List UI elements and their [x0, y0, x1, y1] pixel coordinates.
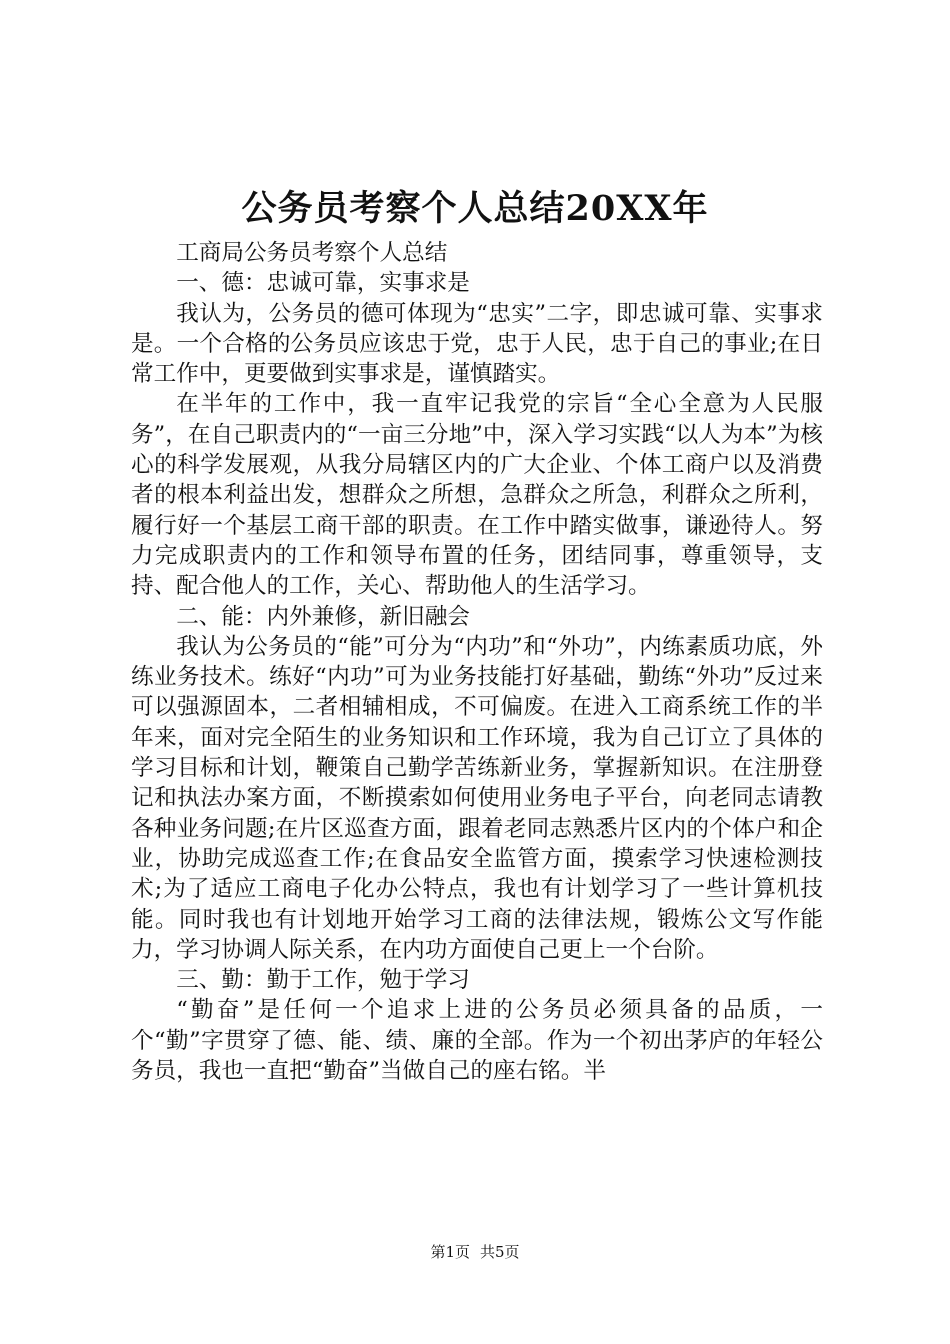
paragraph: 在半年的工作中，我一直牢记我党的宗旨“全心全意为人民服务”，在自己职责内的“一亩三分地”中，深入学习实践“以人为本”为核心的科学发展观，从我分局辖区内的广大企业、个体工商户以及消费者的根本利益出发，想群众之所想，急群众之所急，利群众之所利，履行好一个基层工商干部的职责。在工作中踏实做事，谦逊待人。努力完成职责内的工作和领导布置的任务，团结同事，尊重领导，支持、配合他人的工作，关心、帮助他人的生活学习。: [131, 391, 823, 600]
page-number: 第1页: [430, 1243, 470, 1261]
section-heading-neng: 二、能：内外兼修，新旧融会: [176, 603, 470, 630]
paragraph: 我认为公务员的“能”可分为“内功”和“外功”，内练素质功底，外练业务技术。练好“内功”可为业务技能打好基础，勤练“外功”反过来可以强源固本，二者相辅相成，不可偏废。在进入工商系统工作的半年来，面对完全陌生的业务知识和工作环境，我为自己订立了具体的学习目标和计划，鞭策自己勤学苦练新业务，掌握新知识。在注册登记和执法办案方面，不断摸索如何使用业务电子平台，向老同志请教各种业务问题;在片区巡查方面，跟着老同志熟悉片区内的个体户和企业，协助完成巡查工作;在食品安全监管方面，摸索学习快速检测技术;为了适应工商电子化办公特点，我也有计划学习了一些计算机技能。同时我也有计划地开始学习工商的法律法规，锻炼公文写作能力，学习协调人际关系，在内功方面使自己更上一个台阶。: [131, 633, 823, 963]
paragraph: 我认为，公务员的德可体现为“忠实”二字，即忠诚可靠、实事求是。一个合格的公务员应该忠于党，忠于人民，忠于自己的事业;在日常工作中，更要做到实事求是，谨慎踏实。: [131, 300, 823, 388]
section-heading-qin: 三、勤：勤于工作，勉于学习: [176, 967, 470, 994]
paragraph: “勤奋”是任何一个追求上进的公务员必须具备的品质，一个“勤”字贯穿了德、能、绩、廉的全部。作为一个初出茅庐的年轻公务员，我也一直把“勤奋”当做自己的座右铭。半: [131, 997, 823, 1085]
document-title: 公务员考察个人总结20XX年: [241, 188, 709, 229]
page-footer: [0, 1241, 950, 1263]
document-body: [131, 238, 823, 1086]
page-total: 共5页: [480, 1243, 520, 1261]
paragraph-subtitle: 工商局公务员考察个人总结: [176, 240, 448, 266]
section-heading-de: 一、德：忠诚可靠，实事求是: [176, 270, 470, 297]
